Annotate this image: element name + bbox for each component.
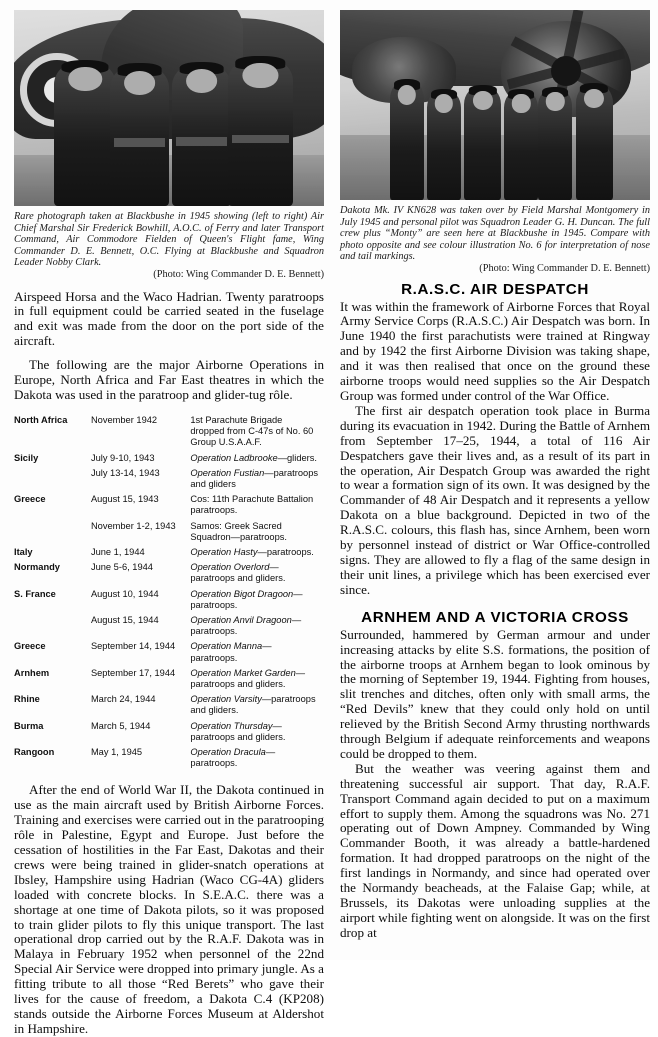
photo-caption-left xyxy=(14,211,324,281)
detail-operation-name: Operation Varsity xyxy=(190,694,262,705)
detail-operation-name: Operation Fustian xyxy=(190,467,265,478)
paragraph-rasc-origins: It was within the framework of Airborne Forces that Royal Army Service Corps (R.A.S.C.) Air Despatch was born. In June 1940 the first parachutists were trained at Ringway and by 1942 the first Airborne Division was taking shape, and it was then realised that once on the ground these airborne troops would need supplies so the Air Despatch Group was formed under control of the War Office. xyxy=(340,298,650,403)
propeller-hub xyxy=(551,56,581,86)
cell-theatre: Rhine xyxy=(14,694,40,705)
detail-operation-name: Operation Hasty xyxy=(190,546,258,557)
detail-tail: — paratroops. xyxy=(190,641,272,663)
crew-figure xyxy=(538,88,572,200)
cell-date: May 1, 1945 xyxy=(90,746,143,757)
detail-tail: — paratroops. xyxy=(190,746,276,769)
face xyxy=(435,94,453,113)
table-row xyxy=(14,721,322,747)
detail-tail: —paratroops and gliders. xyxy=(190,694,316,716)
right-column xyxy=(340,10,650,941)
paragraph-rasc-first-operation: The first air despatch operation took place in Burma during its evacuation in 1942. During the Battle of Arnhem from September 17–25, 1944, a total of 116 Air Despatchers gave their lives and, as a result of its part in the operation, Air Despatch Group was awarded the right to wear a formation sign of its own. It was designed by the Commander of 48 Air Despatch and it represents a yellow Dakota on a blue background. Depicted in two of the R.A.S.C. colours, this flash has, since Arnhem, been worn by personnel instead of district or War Office-controlled signs. They are allowed to fly a flag of the same design in their unit lines, a privilege which has been exercised ever since. xyxy=(340,402,650,597)
detail-tail: —paratroops and gliders xyxy=(190,467,319,489)
face xyxy=(546,92,564,111)
caption-text: Dakota Mk. IV KN628 was taken over by Field Marshal Montgomery in July 1945 and personal pilot was Squadron Leader G. H. Duncan. The full crew plus “Monty” are seen here at Blackbushe in 1945. Compare with photo opposite and see colour illustration No. 6 for interpretation of nose and tail markings. xyxy=(340,205,650,263)
crew-figure xyxy=(464,86,501,200)
table-row xyxy=(14,415,322,453)
cell-detail xyxy=(190,694,322,720)
table-row xyxy=(14,747,322,773)
paragraph-postwar-service: After the end of World War II, the Dakota continued in use as the main aircraft used by British Airborne Forces. Training and exercises were carried out in the paratrooping rôle in Palestine, Egypt and Europe. Just before the cessation of hostilities in the Far East, Dakotas and their crews were being trained in glider-snatch operations at Ibsley, Hampshire using Hadrian (Waco CG-4A) gliders loaded with concrete blocks. In S.E.A.C. there was a shortage at one time of Dakota pilots, so it was proposed to train glider pilots to fly this unique transport. The last operational drop carried out by the R.A.F. Dakota was in Malaya in February 1952 when personnel of the 22nd Special Air Service were dropped into primary jungle. As a fitting tribute to all those “Red Berets” who gave their lives for the cause of freedom, a Dakota C.4 (KP208) stands outside the Airborne Forces Museum at Aldershot in Hampshire. xyxy=(14,782,324,1036)
detail-operation-name: Operation Overlord xyxy=(190,562,270,573)
detail-operation-name: Operation Dracula xyxy=(190,746,266,757)
cell-date: September 14, 1944 xyxy=(90,641,176,652)
face xyxy=(69,67,102,92)
officer-figure xyxy=(228,57,293,206)
cell-date: March 24, 1944 xyxy=(90,694,156,705)
photo-officers-at-blackbushe xyxy=(14,10,324,206)
photo-credit: (Photo: Wing Commander D. E. Bennett) xyxy=(479,262,650,274)
table-row xyxy=(14,494,322,520)
table-row xyxy=(14,668,322,694)
cell-theatre: North Africa xyxy=(14,414,68,425)
crew-figure xyxy=(427,90,461,200)
table-row xyxy=(14,615,322,641)
cell-date: November 1942 xyxy=(90,414,158,425)
table-row xyxy=(14,694,322,720)
cell-theatre: S. France xyxy=(14,588,56,599)
sam-browne-belt xyxy=(114,138,166,146)
cell-date: August 15, 1944 xyxy=(90,614,159,625)
detail-operation-name: Operation Thursday xyxy=(190,720,273,731)
cell-detail xyxy=(190,415,322,453)
detail-operation-name: Operation Bigot Dragoon xyxy=(190,588,294,599)
operations-table-body xyxy=(14,415,322,773)
table-row xyxy=(14,453,322,468)
cell-date: September 17, 1944 xyxy=(90,667,176,678)
cell-theatre: Italy xyxy=(14,546,33,557)
detail-tail: — paratroops and gliders. xyxy=(190,720,286,742)
detail-plain: 1st Parachute Brigade dropped from C-47s of No. 60 Group U.S.A.A.F. xyxy=(190,414,314,448)
cell-theatre: Normandy xyxy=(14,562,60,573)
cell-detail xyxy=(190,747,322,773)
table-row xyxy=(14,562,322,588)
face xyxy=(397,85,415,105)
cell-detail xyxy=(190,453,322,468)
heading-arnhem-victoria-cross: ARNHEM AND A VICTORIA CROSS xyxy=(361,608,629,626)
detail-tail: — paratroops and gliders. xyxy=(190,562,286,584)
cell-detail xyxy=(190,615,322,641)
cell-detail xyxy=(190,547,322,562)
detail-tail: —gliders. xyxy=(277,452,317,463)
paragraph-airspeed-horsa: Airspeed Horsa and the Waco Hadrian. Twenty paratroops in full equipment could be carried seated in the fuselage and exit was made from the door on the port side of the aircraft. xyxy=(14,288,324,349)
cell-date: July 9-10, 1943 xyxy=(90,452,155,463)
detail-tail: — paratroops. xyxy=(190,588,303,610)
crew-figure xyxy=(504,90,538,200)
cell-theatre xyxy=(14,615,91,641)
cell-detail xyxy=(190,562,322,588)
table-row xyxy=(14,547,322,562)
heading-rasc-air-despatch: R.A.S.C. AIR DESPATCH xyxy=(401,280,589,298)
detail-operation-name: Operation Market Garden xyxy=(190,667,296,678)
cell-date: June 5-6, 1944 xyxy=(90,562,153,573)
paragraph-arnhem-weather: But the weather was veering against them and threatening successful air support. That day, R.A.F. Transport Command again decided to put on a maximum effort to supply them. Among the squadrons was No. 271 operating out of Down Ampney. Commanded by Wing Commander Booth, it was already a battle-hardened formation. It had dropped paratroops on the night of the first landings in Normandy, and since had operated over the Normandy beacheads, at the Falaise Gap; while, at Brussels, its Dakotas were unloading supplies at the airport while fighting went on alongside. It was on the first drop at xyxy=(340,760,650,940)
cell-theatre: Greece xyxy=(14,494,46,505)
paragraph-arnhem-surrounded: Surrounded, hammered by German armour and under increasing attacks by elite S.S. formations, the position of the airborne troops at Arnhem began to look ominous by the morning of September 19, 1944. Fighting from houses, slit trenches and ditches, often only with small arms, the “Red Devils” knew that they could only hold on until relieved by the British Second Army thrusting northwards through Belgium if adequate reinforcements and weapons could be dropped to them. xyxy=(340,626,650,761)
cell-date: November 1-2, 1943 xyxy=(90,520,176,531)
table-row xyxy=(14,589,322,615)
cell-detail xyxy=(190,589,322,615)
crew-figure xyxy=(390,80,424,200)
greatcoat-belt xyxy=(232,135,289,144)
officer-figure xyxy=(110,65,169,206)
detail-operation-name: Operation Anvil Dragoon xyxy=(190,614,292,625)
cell-detail xyxy=(190,668,322,694)
face xyxy=(584,89,604,109)
paragraph-following-operations: The following are the major Airborne Operations in Europe, North Africa and Far East theatres in which the Dakota was used in the paratroop and glider-tug rôle. xyxy=(14,357,324,402)
airborne-operations-table xyxy=(14,415,322,773)
table-row xyxy=(14,641,322,667)
cell-date: August 10, 1944 xyxy=(90,588,159,599)
cell-detail xyxy=(190,521,322,547)
cell-detail xyxy=(190,641,322,667)
cell-theatre: Burma xyxy=(14,720,44,731)
detail-operation-name: Operation Manna xyxy=(190,641,263,652)
greatcoat-belt xyxy=(176,137,228,146)
cell-date: March 5, 1944 xyxy=(90,720,151,731)
crew-figure xyxy=(576,84,613,200)
table-row xyxy=(14,468,322,494)
face xyxy=(512,94,530,113)
left-column xyxy=(14,10,324,1037)
photo-dakota-crew-kn628 xyxy=(340,10,650,200)
cell-theatre: Arnhem xyxy=(14,667,50,678)
cell-theatre xyxy=(14,521,91,547)
cell-detail xyxy=(190,721,322,747)
cell-detail xyxy=(190,468,322,494)
cell-date: June 1, 1944 xyxy=(90,546,145,557)
face xyxy=(473,91,493,110)
face xyxy=(124,71,156,95)
cell-theatre: Greece xyxy=(14,641,46,652)
face xyxy=(243,63,278,88)
two-column-layout xyxy=(14,10,650,1037)
officer-figure xyxy=(172,63,231,206)
detail-plain: Samos: Greek Sacred Squadron—paratroops. xyxy=(190,520,288,542)
detail-tail: — paratroops. xyxy=(190,614,302,637)
cell-date: August 15, 1943 xyxy=(90,494,159,505)
cell-detail xyxy=(190,494,322,520)
detail-plain: Cos: 11th Parachute Battalion paratroops. xyxy=(190,494,314,516)
face xyxy=(186,69,218,93)
table-row xyxy=(14,521,322,547)
detail-operation-name: Operation Ladbrooke xyxy=(190,452,278,463)
photo-credit: (Photo: Wing Commander D. E. Bennett) xyxy=(153,268,324,280)
cell-date: July 13-14, 1943 xyxy=(90,467,160,478)
photo-caption-right xyxy=(340,205,650,275)
detail-tail: —paratroops. xyxy=(257,546,314,557)
cell-theatre xyxy=(14,468,91,494)
caption-text: Rare photograph taken at Blackbushe in 1945 showing (left to right) Air Chief Marshal Sir Frederick Bowhill, A.O.C. of Ferry and later Transport Command, Air Commodore Fielden of Queen's Flight fame, Wing Commander D. E. Bennett, O.C. Flying at Blackbushe and Squadron Leader Nobby Clark. xyxy=(14,211,324,269)
cell-theatre: Sicily xyxy=(14,452,39,463)
officer-figure xyxy=(54,61,116,206)
cell-theatre: Rangoon xyxy=(14,746,55,757)
detail-tail: — paratroops and gliders. xyxy=(190,667,306,689)
